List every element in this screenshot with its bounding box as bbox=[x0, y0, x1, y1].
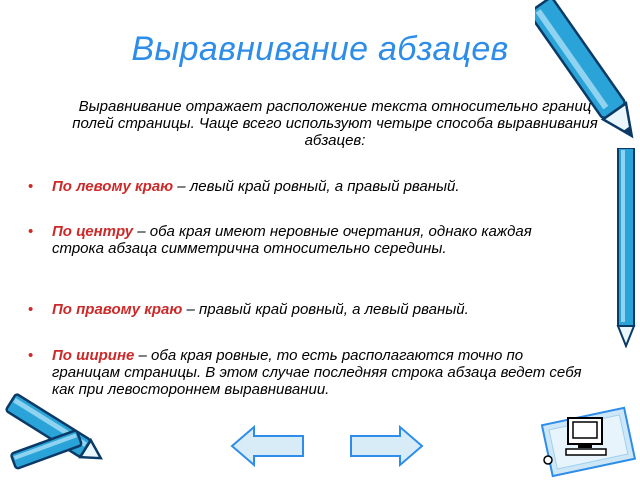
pencil-icon bbox=[0, 385, 110, 480]
list-item-term: По центру bbox=[52, 223, 134, 240]
list-item-text: – правый край ровный, а левый рваный. bbox=[182, 301, 469, 318]
bullet-marker: • bbox=[28, 347, 34, 364]
next-arrow-icon[interactable] bbox=[348, 424, 424, 468]
prev-arrow-icon[interactable] bbox=[230, 424, 306, 468]
list-item-text: – оба края ровные, то есть располагаются точно по границам страницы. В этом случае последняя строка абзаца ведет себя как при левостороннем выравнивании. bbox=[52, 347, 582, 398]
list-item-text: – оба края имеют неровные очертания, однако каждая строка абзаца симметрична относительно середины. bbox=[52, 223, 532, 257]
bullet-marker: • bbox=[28, 301, 34, 318]
list-item-term: По левому краю bbox=[52, 178, 174, 195]
list-item-term: По правому краю bbox=[52, 301, 183, 318]
pencil-icon bbox=[612, 148, 640, 348]
computer-icon bbox=[538, 402, 638, 478]
slide-title: Выравнивание абзацев bbox=[131, 30, 509, 68]
bullet-marker: • bbox=[28, 178, 34, 195]
list-item-term: По ширине bbox=[52, 347, 135, 364]
bullet-marker: • bbox=[28, 223, 34, 240]
intro-paragraph: Выравнивание отражает расположение текста относительно границ полей страницы. Чаще всего используют четыре способа выравнивания абзацев: bbox=[72, 98, 598, 149]
list-item-text: – левый край ровный, а правый рваный. bbox=[173, 178, 460, 195]
